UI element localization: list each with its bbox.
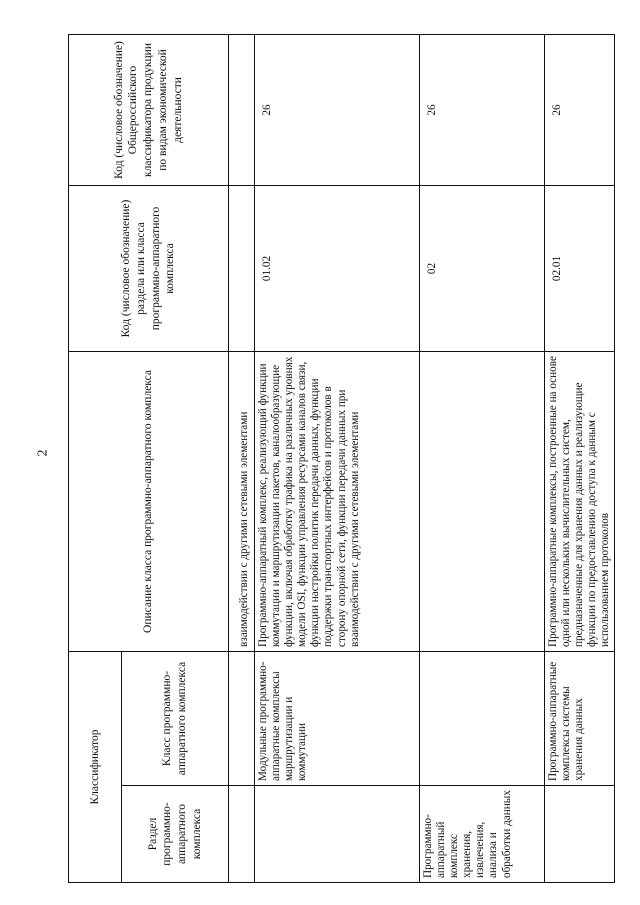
cell-okved: 26	[420, 34, 545, 185]
header-class: Класс программно-аппаратного комплекса	[122, 651, 229, 785]
cell-code: 02.01	[545, 185, 615, 351]
cell-class: Модульные программно-аппаратные комплексы маршрутизации и коммутации	[255, 651, 420, 785]
table-row	[255, 34, 420, 882]
rotated-table-container	[68, 35, 614, 883]
cell-class	[420, 651, 545, 785]
table-row	[545, 34, 615, 882]
header-section: Раздел программно-аппаратного комплекса	[122, 786, 229, 883]
cell-class: Программно-аппаратные комплексы системы хранения данных	[545, 651, 615, 785]
cell-section	[229, 786, 255, 883]
cell-class	[229, 651, 255, 785]
header-row-top	[69, 34, 122, 882]
table-row	[420, 34, 545, 882]
cell-okved: 26	[255, 34, 420, 185]
header-classifier: Классификатор	[69, 651, 122, 882]
cell-description	[420, 351, 545, 651]
cell-section	[255, 786, 420, 883]
header-code-okved: Код (числовое обозначение) Общероссийского классификатора продукции по видам экономической деятельности	[69, 34, 229, 185]
cell-okved: 26	[545, 34, 615, 185]
table-row	[229, 34, 255, 882]
page-number-text: 2	[35, 449, 50, 457]
cell-code	[229, 185, 255, 351]
classifier-table	[68, 34, 615, 883]
cell-okved	[229, 34, 255, 185]
header-description: Описание класса программно-аппаратного комплекса	[69, 351, 229, 651]
cell-section: Программно-аппаратный комплекс хранения, извлечения, анализа и обработки данных	[420, 786, 545, 883]
page-number	[36, 445, 50, 465]
cell-code: 02	[420, 185, 545, 351]
cell-description: Программно-аппаратные комплексы, построенные на основе одной или нескольких вычислительных систем, предназначенные для хранения данных и реализующие функции по предоставлению доступа к данным с использованием протоколов	[545, 351, 615, 651]
cell-code: 01.02	[255, 185, 420, 351]
cell-section	[545, 786, 615, 883]
cell-description: Программно-аппаратный комплекс, реализующий функции коммутации и маршрутизации пакетов, каналообразующие функции, включая обработку трафика на различных уровнях модели OSI, функции управления ресурсами каналов связи, функции настройки политик передачи данных, функции поддержки транспортных интерфейсов и протоколов в сторону опорной сети, функции передачи данных при взаимодействии с другими сетевыми элементами	[255, 351, 420, 651]
cell-description: взаимодействии с другими сетевыми элементами	[229, 351, 255, 651]
header-code-section: Код (числовое обозначение) раздела или класса программно-аппаратного комплекса	[69, 185, 229, 351]
